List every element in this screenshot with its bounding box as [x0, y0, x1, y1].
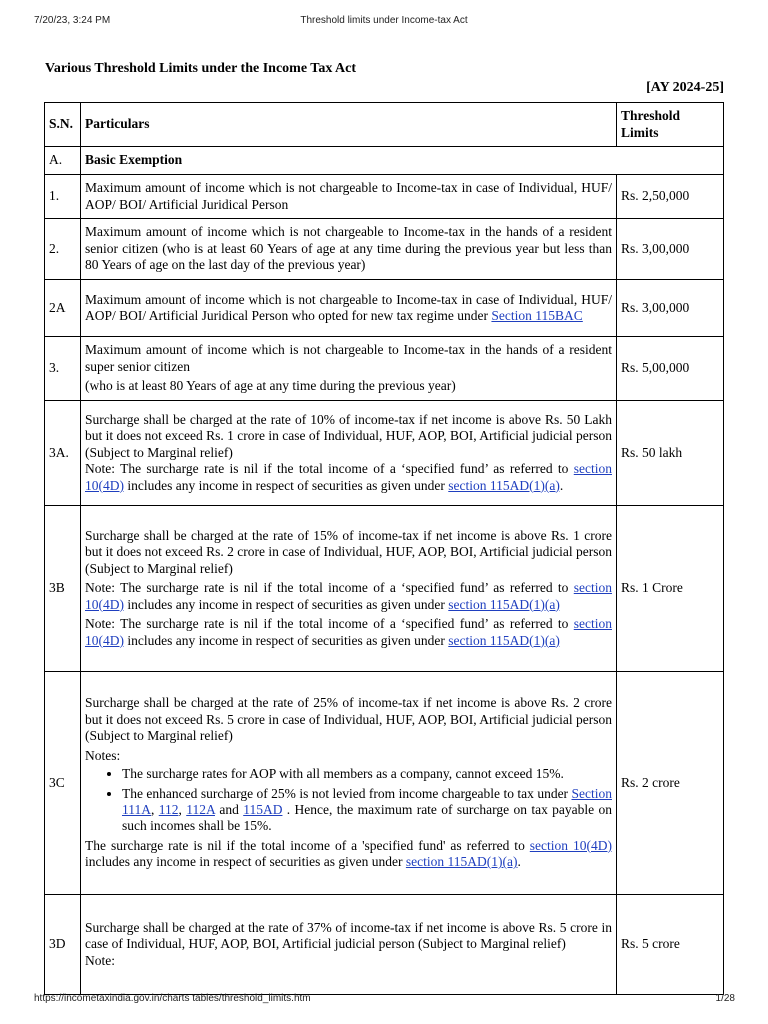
table-row-3b: [45, 506, 724, 672]
row-3c-note-end: .: [517, 854, 521, 870]
threshold-table: [44, 102, 724, 995]
row-3b-sn: 3B: [45, 506, 81, 672]
section-a-sn: A.: [45, 147, 81, 175]
row-2-sn: 2.: [45, 219, 81, 280]
row-3c-particulars: [81, 672, 617, 895]
print-url: https://incometaxindia.gov.in/charts tables/threshold_limits.htm: [34, 993, 311, 1004]
bullet-2-sep-2: ,: [178, 801, 187, 817]
row-3b-note-text-2: includes any income in respect of securities as given under: [124, 596, 449, 612]
assessment-year: [AY 2024-25]: [646, 80, 724, 95]
row-2a-text: Maximum amount of income which is not chargeable to Income-tax in case of Individual, HUF/ AOP/ BOI/ Artificial Juridical Person who opted for new tax regime under: [85, 291, 612, 323]
section-115ad-1-a-link[interactable]: section 115AD(1)(a): [448, 477, 560, 493]
row-3d-limit: Rs. 5 crore: [617, 895, 724, 995]
header-threshold: Threshold Limits: [617, 103, 724, 147]
row-3a-note-text-2: includes any income in respect of securities as given under: [124, 477, 449, 493]
section-115bac-link[interactable]: Section 115BAC: [491, 308, 583, 323]
row-3b-text: Surcharge shall be charged at the rate of 15% of income-tax if net income is above Rs. 1 crore but it does not exceed Rs. 2 crore in case of Individual, HUF, AOP, BOI, Artificial judicial person (Subject to Marginal relief): [85, 528, 612, 576]
print-header: [0, 15, 768, 29]
section-10-4d-link[interactable]: section 10(4D): [85, 461, 612, 493]
row-3d-text: Surcharge shall be charged at the rate of 37% of income-tax if net income is above Rs. 5 crore in case of Individual, HUF, AOP, BOI, Artificial judicial person (Subject to Marginal relief): [85, 919, 612, 952]
table-row-3a: [45, 401, 724, 506]
table-row-1: [45, 175, 724, 219]
section-row-a: [45, 147, 724, 175]
row-3d-sn: 3D: [45, 895, 81, 995]
row-2a-sn: 2A: [45, 280, 81, 337]
table-row-3: [45, 337, 724, 401]
section-111a-link[interactable]: Section 111A: [122, 785, 612, 817]
row-3c-note: [85, 838, 612, 871]
row-3c-text: Surcharge shall be charged at the rate of 25% of income-tax if net income is above Rs. 2 crore but it does not exceed Rs. 5 crore in case of Individual, HUF, AOP, BOI, Artificial judicial person (Subject to Marginal relief): [85, 695, 612, 744]
table-row-2: [45, 219, 724, 280]
row-3a-note: [85, 461, 612, 494]
section-112-link[interactable]: 112: [158, 801, 179, 817]
section-115ad-1-a-link[interactable]: section 115AD(1)(a): [448, 596, 560, 612]
document-title: Various Threshold Limits under the Income Tax Act: [45, 61, 357, 76]
row-3b-note-text: Note: The surcharge rate is nil if the total income of a ‘specified fund’ as referred to: [85, 580, 574, 596]
row-3b-note2-text: Note: The surcharge rate is nil if the total income of a ‘specified fund’ as referred to: [85, 616, 574, 632]
row-3c-limit: Rs. 2 crore: [617, 672, 724, 895]
row-3a-particulars: [81, 401, 617, 506]
bullet-2-sep-1: ,: [151, 801, 159, 817]
row-3a-note-end: .: [559, 477, 564, 493]
row-3b-note2-text-2: includes any income in respect of securities as given under: [124, 632, 449, 648]
row-3-sn: 3.: [45, 337, 81, 401]
bullet-2-text: The enhanced surcharge of 25% is not levied from income chargeable to tax under: [122, 785, 572, 801]
row-3d-particulars: [81, 895, 617, 995]
section-10-4d-link[interactable]: section 10(4D): [85, 580, 612, 612]
section-115ad-link[interactable]: 115AD: [243, 801, 283, 817]
row-1-limit: Rs. 2,50,000: [617, 175, 724, 219]
print-datetime: 7/20/23, 3:24 PM: [34, 15, 111, 26]
row-3a-sn: 3A.: [45, 401, 81, 506]
table-row-2a: [45, 280, 724, 337]
section-10-4d-link[interactable]: section 10(4D): [85, 616, 612, 648]
row-3-age-note: (who is at least 80 Years of age at any time during the previous year): [85, 378, 456, 394]
row-3c-note-text: The surcharge rate is nil if the total income of a 'specified fund' as referred to: [85, 837, 530, 853]
row-1-particulars: Maximum amount of income which is not chargeable to Income-tax in case of Individual, HUF/ AOP/ BOI/ Artificial Juridical Person: [81, 175, 617, 219]
section-10-4d-link[interactable]: section 10(4D): [529, 837, 613, 853]
row-2-particulars: Maximum amount of income which is not chargeable to Income-tax in the hands of a resident senior citizen (who is at least 60 Years of age at any time during the previous year but less than 80 Years of age on the last day of the previous year): [81, 219, 617, 280]
row-3c-sn: 3C: [45, 672, 81, 895]
print-footer: [0, 993, 768, 1007]
row-3-limit: Rs. 5,00,000: [617, 337, 724, 401]
table-header-row: [45, 103, 724, 147]
row-2a-limit: Rs. 3,00,000: [617, 280, 724, 337]
row-3c-notes-list: [85, 766, 612, 835]
list-item: [122, 786, 612, 835]
row-2a-particulars: [81, 280, 617, 337]
row-3d-note-label: Note:: [85, 952, 115, 968]
header-sn: S.N.: [45, 103, 81, 147]
row-2-limit: Rs. 3,00,000: [617, 219, 724, 280]
section-115ad-1-a-link[interactable]: section 115AD(1)(a): [405, 854, 518, 870]
row-3a-note-text: Note: The surcharge rate is nil if the total income of a ‘specified fund’ as referred to: [85, 461, 574, 477]
print-page-number: 1/28: [715, 993, 735, 1004]
row-3b-note: [85, 580, 612, 613]
row-3b-note-2: [85, 616, 612, 649]
section-112a-link[interactable]: 112A: [186, 801, 215, 817]
row-3a-text: Surcharge shall be charged at the rate of 10% of income-tax if net income is above Rs. 50 Lakh but it does not exceed Rs. 1 crore in case of Individual, HUF, AOP, BOI, Artificial judicial person (Subject to Marginal relief): [85, 411, 612, 460]
row-3c-notes-label: Notes:: [85, 747, 121, 763]
row-3-particulars: [81, 337, 617, 401]
header-particulars: Particulars: [81, 103, 617, 147]
bullet-2-sep-3: and: [214, 801, 244, 817]
row-3b-particulars: [81, 506, 617, 672]
bullet-2-text-2: . Hence, the maximum rate of surcharge on tax payable on such incomes shall be 15%.: [122, 801, 613, 834]
row-1-sn: 1.: [45, 175, 81, 219]
row-3-text: Maximum amount of income which is not chargeable to Income-tax in the hands of a resident super senior citizen: [85, 342, 612, 374]
row-3c-note-text-2: includes any income in respect of securities as given under: [85, 854, 406, 870]
row-3a-limit: Rs. 50 lakh: [617, 401, 724, 506]
section-115ad-1-a-link[interactable]: section 115AD(1)(a): [448, 632, 560, 648]
row-3b-limit: Rs. 1 Crore: [617, 506, 724, 672]
table-row-3c: [45, 672, 724, 895]
section-a-title: Basic Exemption: [81, 147, 724, 175]
print-page-title: Threshold limits under Income-tax Act: [300, 15, 468, 26]
list-item: • The surcharge rates for AOP with all members as a company, cannot exceed 15%.: [122, 766, 612, 782]
table-row-3d: [45, 895, 724, 995]
